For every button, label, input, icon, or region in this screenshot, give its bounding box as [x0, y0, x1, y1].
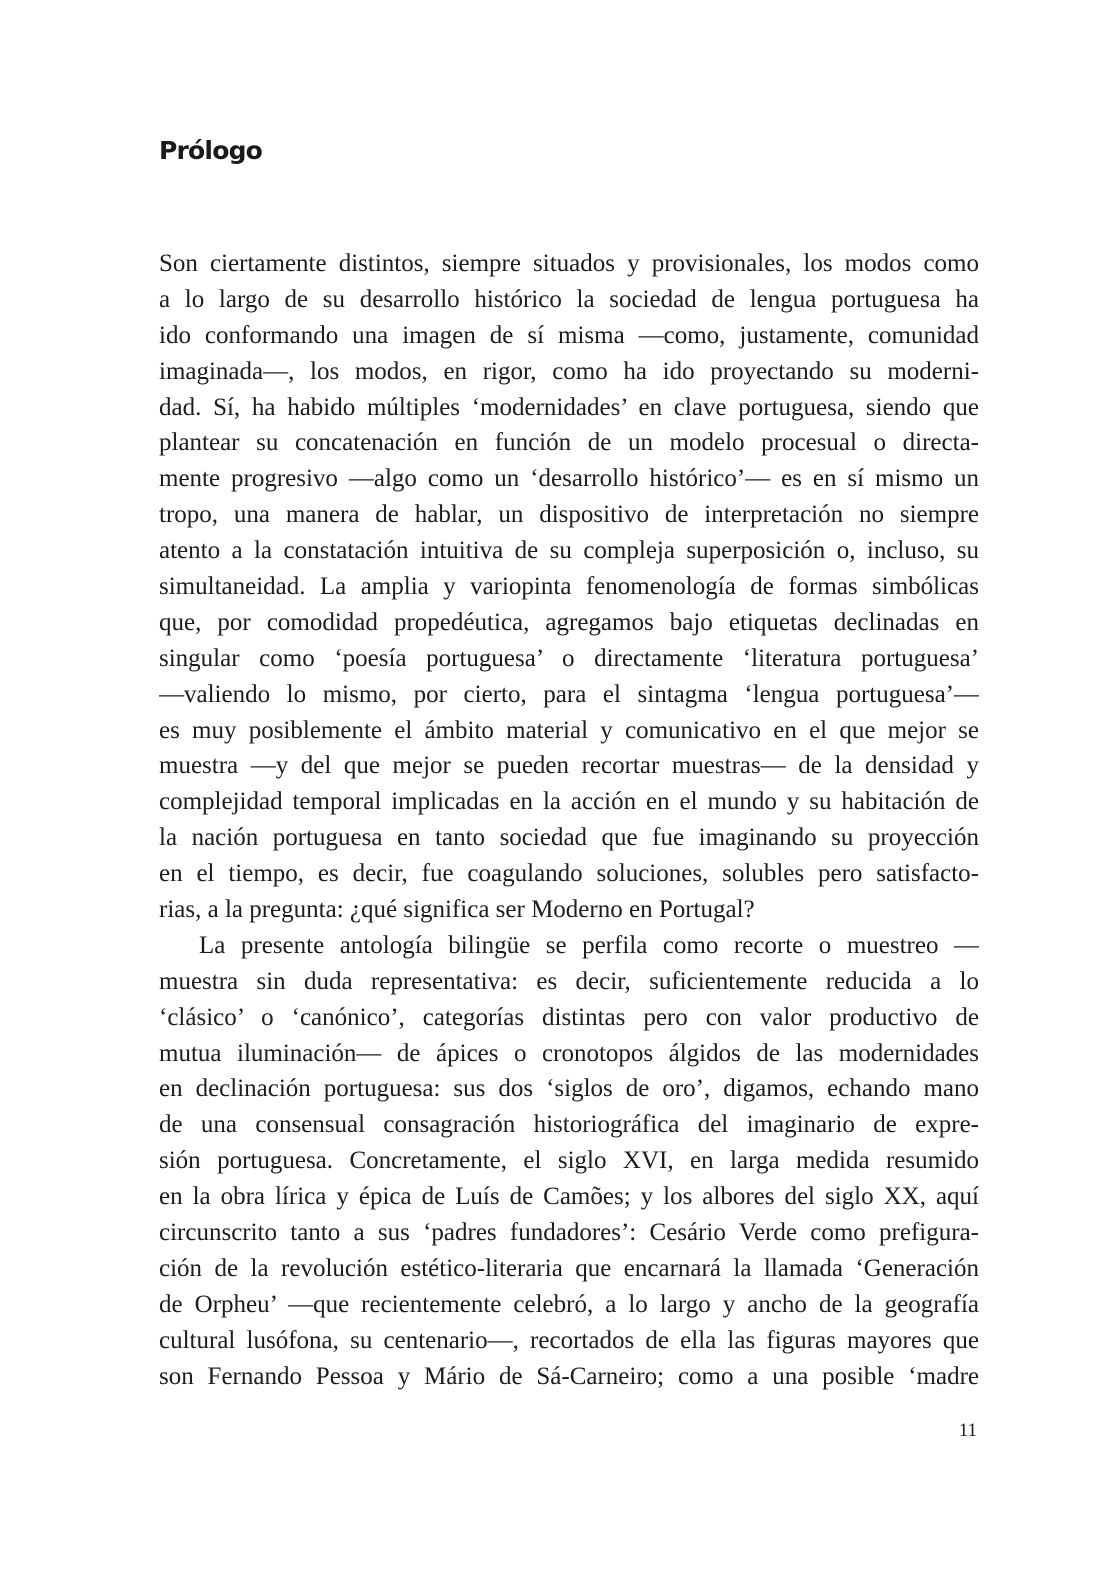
text-line: cultural lusófona, su centenario—, recortados de ella las figuras mayores que [159, 1326, 979, 1354]
body-text [159, 246, 979, 1395]
text-line: que, por comodidad propedéutica, agregamos bajo etiquetas declinadas en [159, 608, 979, 636]
text-line: dad. Sí, ha habido múltiples ‘modernidades’ en clave portuguesa, siendo que [159, 393, 979, 421]
page-number: 11 [958, 1420, 977, 1441]
text-line: muestra —y del que mejor se pueden recortar muestras— de la densidad y [159, 752, 979, 780]
text-line: en declinación portuguesa: sus dos ‘siglos de oro’, digamos, echando mano [159, 1075, 979, 1103]
text-line: simultaneidad. La amplia y variopinta fenomenología de formas simbólicas [159, 573, 979, 601]
text-line: atento a la constatación intuitiva de su compleja superposición o, incluso, su [159, 537, 979, 565]
text-line: complejidad temporal implicadas en la acción en el mundo y su habitación de [159, 788, 979, 816]
text-line: La presente antología bilingüe se perfila como recorte o muestreo — [199, 931, 979, 959]
text-line: de una consensual consagración historiográfica del imaginario de expre- [159, 1111, 979, 1139]
text-line: mutua iluminación— de ápices o cronotopos álgidos de las modernidades [159, 1039, 979, 1067]
text-line: plantear su concatenación en función de un modelo procesual o directa- [159, 429, 979, 457]
section-heading: Prólogo [159, 136, 263, 165]
text-line: muestra sin duda representativa: es decir, suficientemente reducida a lo [159, 967, 979, 995]
text-line: Son ciertamente distintos, siempre situados y provisionales, los modos como [159, 250, 979, 277]
text-line: tropo, una manera de hablar, un dispositivo de interpretación no siempre [159, 501, 979, 529]
text-line: mente progresivo —algo como un ‘desarrollo histórico’— es en sí mismo un [159, 465, 979, 493]
text-line: son Fernando Pessoa y Mário de Sá-Carneiro; como a una posible ‘madre [159, 1362, 979, 1390]
text-line: circunscrito tanto a sus ‘padres fundadores’: Cesário Verde como prefigura- [159, 1219, 979, 1247]
text-line: ción de la revolución estético-literaria que encarnará la llamada ‘Generación [159, 1254, 979, 1282]
text-line: ido conformando una imagen de sí misma —como, justamente, comunidad [159, 321, 979, 349]
text-line: en la obra lírica y épica de Luís de Camões; y los albores del siglo XX, aquí [159, 1183, 979, 1211]
text-line: singular como ‘poesía portuguesa’ o directamente ‘literatura portuguesa’ [159, 644, 979, 672]
text-line: ‘clásico’ o ‘canónico’, categorías distintas pero con valor productivo de [159, 1003, 979, 1031]
text-line: imaginada—, los modos, en rigor, como ha ido proyectando su moderni- [159, 357, 979, 385]
text-line: la nación portuguesa en tanto sociedad que fue imaginando su proyección [159, 824, 979, 852]
text-line: rias, a la pregunta: ¿qué significa ser Moderno en Portugal? [159, 896, 755, 924]
text-line: a lo largo de su desarrollo histórico la sociedad de lengua portuguesa ha [159, 285, 979, 313]
text-line: en el tiempo, es decir, fue coagulando soluciones, solubles pero satisfacto- [159, 860, 979, 888]
text-line: es muy posiblemente el ámbito material y comunicativo en el que mejor se [159, 716, 979, 744]
text-line: —valiendo lo mismo, por cierto, para el sintagma ‘lengua portuguesa’— [159, 680, 979, 708]
text-line: de Orpheu’ —que recientemente celebró, a lo largo y ancho de la geografía [159, 1290, 979, 1318]
text-line: sión portuguesa. Concretamente, el siglo XVI, en larga medida resumido [159, 1147, 979, 1175]
